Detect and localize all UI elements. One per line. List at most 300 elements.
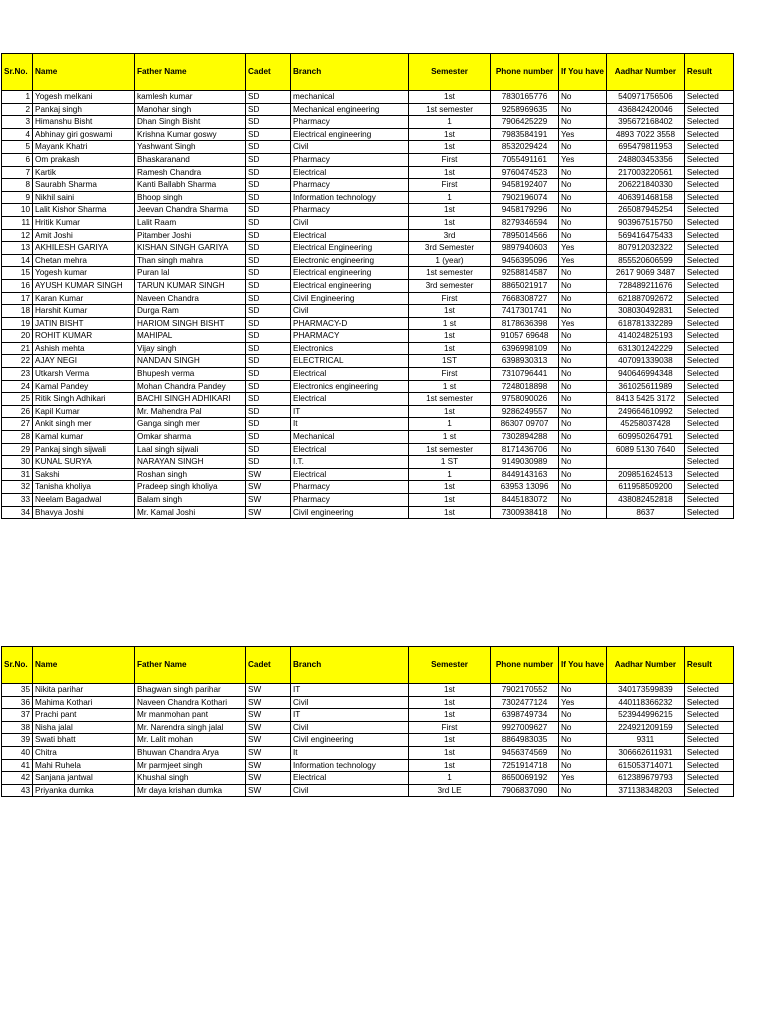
cell-if-you-have: No [559, 721, 607, 734]
cell-branch: Electrical [291, 229, 409, 242]
cell-branch: Pharmacy [291, 153, 409, 166]
cell-aadhar-number: 612389679793 [606, 772, 684, 785]
cell-result: Selected [684, 734, 733, 747]
cell-semester: 1st [409, 481, 491, 494]
cell-sr-no: 42 [2, 772, 33, 785]
cell-sr-no: 18 [2, 305, 33, 318]
cell-result: Selected [684, 494, 733, 507]
cell-father-name: Ganga singh mer [135, 418, 246, 431]
cell-sr-no: 29 [2, 443, 33, 456]
cell-branch: Civil [291, 721, 409, 734]
cell-result: Selected [684, 746, 733, 759]
cell-sr-no: 5 [2, 141, 33, 154]
cell-if-you-have: No [559, 91, 607, 104]
cell-sr-no: 38 [2, 721, 33, 734]
cell-branch: Pharmacy [291, 494, 409, 507]
cell-father-name: Dhan Singh Bisht [135, 116, 246, 129]
table-row [2, 405, 734, 418]
cell-sr-no: 15 [2, 267, 33, 280]
header-phone-number: Phone number [491, 54, 559, 91]
cell-if-you-have: No [559, 481, 607, 494]
cell-aadhar-number: 440118366232 [606, 696, 684, 709]
cell-semester: First [409, 368, 491, 381]
header-sr-no: Sr.No. [2, 647, 33, 684]
cell-branch: Electrical engineering [291, 267, 409, 280]
table-row [2, 393, 734, 406]
table-row [2, 784, 734, 797]
cell-semester: 1st semester [409, 393, 491, 406]
cell-if-you-have: No [559, 116, 607, 129]
cell-result: Selected [684, 709, 733, 722]
cell-aadhar-number: 855520606599 [606, 254, 684, 267]
cell-if-you-have: Yes [559, 153, 607, 166]
cell-name: Priyanka dumka [33, 784, 135, 797]
table-row [2, 696, 734, 709]
table-row [2, 229, 734, 242]
table-row [2, 380, 734, 393]
cell-father-name: Roshan singh [135, 468, 246, 481]
table-row [2, 128, 734, 141]
cell-semester: 1 (year) [409, 254, 491, 267]
cell-aadhar-number: 407091339038 [606, 355, 684, 368]
cell-father-name: NARAYAN SINGH [135, 456, 246, 469]
cell-name: Swati bhatt [33, 734, 135, 747]
cell-sr-no: 1 [2, 91, 33, 104]
cell-aadhar-number: 903967515750 [606, 216, 684, 229]
cell-phone-number: 7983584191 [491, 128, 559, 141]
cell-father-name: Vijay singh [135, 342, 246, 355]
cell-phone-number: 7251914718 [491, 759, 559, 772]
cell-cadet: SD [246, 279, 291, 292]
cell-phone-number: 7902170552 [491, 684, 559, 697]
cell-phone-number: 8445183072 [491, 494, 559, 507]
cell-phone-number: 9458179296 [491, 204, 559, 217]
cell-cadet: SW [246, 709, 291, 722]
cell-aadhar-number: 615053714071 [606, 759, 684, 772]
cell-result: Selected [684, 355, 733, 368]
header-branch: Branch [291, 54, 409, 91]
header-branch: Branch [291, 647, 409, 684]
cell-sr-no: 6 [2, 153, 33, 166]
cell-result: Selected [684, 481, 733, 494]
cell-cadet: SD [246, 418, 291, 431]
cell-semester: 1st [409, 405, 491, 418]
cell-sr-no: 10 [2, 204, 33, 217]
cell-if-you-have: No [559, 468, 607, 481]
cell-branch: Civil [291, 216, 409, 229]
cell-if-you-have: No [559, 393, 607, 406]
cell-father-name: Durga Ram [135, 305, 246, 318]
cell-father-name: Lalit Raam [135, 216, 246, 229]
cell-sr-no: 32 [2, 481, 33, 494]
cell-cadet: SD [246, 229, 291, 242]
cell-branch: Mechanical [291, 431, 409, 444]
table-row [2, 746, 734, 759]
cell-phone-number: 8865021917 [491, 279, 559, 292]
cell-branch: Civil [291, 305, 409, 318]
cell-sr-no: 13 [2, 242, 33, 255]
cell-if-you-have: No [559, 494, 607, 507]
cell-if-you-have: No [559, 418, 607, 431]
cell-phone-number: 9258969635 [491, 103, 559, 116]
cell-branch: ELECTRICAL [291, 355, 409, 368]
cell-phone-number: 7248018898 [491, 380, 559, 393]
cell-semester: 1 [409, 116, 491, 129]
cell-if-you-have: No [559, 204, 607, 217]
cell-result: Selected [684, 153, 733, 166]
cell-branch: Information technology [291, 759, 409, 772]
table-row [2, 191, 734, 204]
cell-father-name: KISHAN SINGH GARIYA [135, 242, 246, 255]
cell-sr-no: 39 [2, 734, 33, 747]
header-row [2, 647, 734, 684]
cell-semester: 1st [409, 734, 491, 747]
cell-result: Selected [684, 166, 733, 179]
cell-aadhar-number: 249664610992 [606, 405, 684, 418]
cell-father-name: Pitamber Joshi [135, 229, 246, 242]
table-row [2, 179, 734, 192]
cell-aadhar-number: 414024825193 [606, 330, 684, 343]
cell-cadet: SW [246, 468, 291, 481]
cell-aadhar-number: 395672168402 [606, 116, 684, 129]
cell-semester: 1st semester [409, 103, 491, 116]
cell-aadhar-number: 940646994348 [606, 368, 684, 381]
cell-name: Neelam Bagadwal [33, 494, 135, 507]
cell-branch: Civil engineering [291, 506, 409, 519]
cell-semester: 3rd LE [409, 784, 491, 797]
cell-father-name: Bhaskaranand [135, 153, 246, 166]
cell-cadet: SD [246, 431, 291, 444]
cell-semester: 3rd Semester [409, 242, 491, 255]
cell-phone-number: 8279346594 [491, 216, 559, 229]
cell-aadhar-number: 4893 7022 3558 [606, 128, 684, 141]
header-father-name: Father Name [135, 647, 246, 684]
cell-if-you-have: No [559, 216, 607, 229]
header-if-you-have: If You have [559, 647, 607, 684]
cell-father-name: Yashwant Singh [135, 141, 246, 154]
cell-phone-number: 7902196074 [491, 191, 559, 204]
cell-if-you-have: No [559, 734, 607, 747]
cell-semester: 1 st [409, 431, 491, 444]
cell-phone-number: 9456374569 [491, 746, 559, 759]
cell-name: Nikita parihar [33, 684, 135, 697]
cell-branch: Pharmacy [291, 179, 409, 192]
cell-if-you-have: No [559, 709, 607, 722]
cell-aadhar-number: 217003220561 [606, 166, 684, 179]
cell-name: Mahi Ruhela [33, 759, 135, 772]
cell-cadet: SW [246, 696, 291, 709]
cell-phone-number: 9897940603 [491, 242, 559, 255]
cell-name: Utkarsh Verma [33, 368, 135, 381]
cell-aadhar-number: 206221840330 [606, 179, 684, 192]
header-aadhar-number: Aadhar Number [606, 54, 684, 91]
cell-if-you-have: Yes [559, 254, 607, 267]
cell-phone-number: 7310796441 [491, 368, 559, 381]
cell-sr-no: 11 [2, 216, 33, 229]
cell-result: Selected [684, 91, 733, 104]
cell-cadet: SD [246, 128, 291, 141]
table-row [2, 431, 734, 444]
cell-sr-no: 35 [2, 684, 33, 697]
cell-result: Selected [684, 393, 733, 406]
table-row [2, 91, 734, 104]
cell-aadhar-number: 621887092672 [606, 292, 684, 305]
table-row [2, 267, 734, 280]
cell-aadhar-number: 2617 9069 3487 [606, 267, 684, 280]
cell-aadhar-number: 8637 [606, 506, 684, 519]
cell-semester: 1ST [409, 355, 491, 368]
cell-cadet: SW [246, 684, 291, 697]
cell-branch: Electrical [291, 468, 409, 481]
cell-if-you-have: No [559, 279, 607, 292]
cell-semester: 1st [409, 330, 491, 343]
table-body [2, 684, 734, 797]
cell-sr-no: 17 [2, 292, 33, 305]
cell-cadet: SD [246, 141, 291, 154]
cell-aadhar-number: 8413 5425 3172 [606, 393, 684, 406]
cell-branch: It [291, 746, 409, 759]
cell-father-name: Omkar sharma [135, 431, 246, 444]
cell-phone-number: 7906425229 [491, 116, 559, 129]
header-name: Name [33, 54, 135, 91]
cell-name: Pankaj singh sijwali [33, 443, 135, 456]
cell-name: Saurabh Sharma [33, 179, 135, 192]
cell-result: Selected [684, 721, 733, 734]
cell-branch: Mechanical engineering [291, 103, 409, 116]
cell-if-you-have: No [559, 355, 607, 368]
cell-if-you-have: No [559, 103, 607, 116]
cell-result: Selected [684, 254, 733, 267]
table-row [2, 494, 734, 507]
cell-branch: Electrical engineering [291, 128, 409, 141]
cell-name: JATIN BISHT [33, 317, 135, 330]
cell-phone-number: 9927009627 [491, 721, 559, 734]
cell-phone-number: 7906837090 [491, 784, 559, 797]
cell-result: Selected [684, 418, 733, 431]
cell-name: Yogesh kumar [33, 267, 135, 280]
cell-result: Selected [684, 179, 733, 192]
cell-sr-no: 3 [2, 116, 33, 129]
cell-aadhar-number: 9311 [606, 734, 684, 747]
cell-aadhar-number: 406391468158 [606, 191, 684, 204]
cell-branch: Electrical [291, 772, 409, 785]
cell-semester: 1st semester [409, 443, 491, 456]
cell-if-you-have: No [559, 191, 607, 204]
cell-sr-no: 37 [2, 709, 33, 722]
cell-branch: Information technology [291, 191, 409, 204]
cell-result: Selected [684, 405, 733, 418]
table-row [2, 418, 734, 431]
cell-phone-number: 9286249557 [491, 405, 559, 418]
cell-result: Selected [684, 468, 733, 481]
cell-sr-no: 41 [2, 759, 33, 772]
cell-name: Prachi pant [33, 709, 135, 722]
cell-aadhar-number: 569416475433 [606, 229, 684, 242]
cell-name: Lalit Kishor Sharma [33, 204, 135, 217]
cell-cadet: SD [246, 305, 291, 318]
cell-sr-no: 33 [2, 494, 33, 507]
cell-sr-no: 7 [2, 166, 33, 179]
cell-semester: 1 ST [409, 456, 491, 469]
cell-father-name: Ramesh Chandra [135, 166, 246, 179]
cell-result: Selected [684, 292, 733, 305]
table-row [2, 772, 734, 785]
cell-phone-number: 8171436706 [491, 443, 559, 456]
cell-aadhar-number: 6089 5130 7640 [606, 443, 684, 456]
cell-result: Selected [684, 330, 733, 343]
cell-sr-no: 22 [2, 355, 33, 368]
cell-father-name: Pradeep singh kholiya [135, 481, 246, 494]
table-row [2, 103, 734, 116]
cell-branch: IT [291, 684, 409, 697]
cell-if-you-have: No [559, 784, 607, 797]
cell-cadet: SD [246, 116, 291, 129]
cell-name: Mayank Khatri [33, 141, 135, 154]
cell-aadhar-number: 340173599839 [606, 684, 684, 697]
cell-if-you-have: No [559, 380, 607, 393]
cell-cadet: SD [246, 179, 291, 192]
cell-phone-number: 7830165776 [491, 91, 559, 104]
cell-semester: 1st [409, 128, 491, 141]
cell-if-you-have: No [559, 305, 607, 318]
cell-aadhar-number: 611958509200 [606, 481, 684, 494]
cell-semester: 1st [409, 696, 491, 709]
cell-father-name: Bhupesh verma [135, 368, 246, 381]
cell-father-name: Bhagwan singh parihar [135, 684, 246, 697]
cell-branch: It [291, 418, 409, 431]
table-row [2, 443, 734, 456]
cell-phone-number: 7895014566 [491, 229, 559, 242]
cell-cadet: SD [246, 380, 291, 393]
table-row [2, 216, 734, 229]
cell-result: Selected [684, 443, 733, 456]
header-result: Result [684, 54, 733, 91]
cell-name: Chetan mehra [33, 254, 135, 267]
cell-phone-number: 9760474523 [491, 166, 559, 179]
cell-phone-number: 8449143163 [491, 468, 559, 481]
header-row [2, 54, 734, 91]
cell-branch: Electrical Engineering [291, 242, 409, 255]
cell-aadhar-number: 308030492831 [606, 305, 684, 318]
cell-phone-number: 9458192407 [491, 179, 559, 192]
table-row [2, 342, 734, 355]
cell-result: Selected [684, 380, 733, 393]
cell-if-you-have: No [559, 368, 607, 381]
cell-sr-no: 27 [2, 418, 33, 431]
cell-branch: Electronics [291, 342, 409, 355]
cell-cadet: SD [246, 330, 291, 343]
cell-semester: 1 [409, 772, 491, 785]
cell-semester: 1st [409, 91, 491, 104]
cell-name: Bhavya Joshi [33, 506, 135, 519]
cell-father-name: kamlesh kumar [135, 91, 246, 104]
cell-cadet: SD [246, 317, 291, 330]
cell-phone-number: 8650069192 [491, 772, 559, 785]
cell-father-name: Naveen Chandra Kothari [135, 696, 246, 709]
cell-semester: 1st [409, 759, 491, 772]
cell-cadet: SW [246, 494, 291, 507]
cell-aadhar-number: 540971756506 [606, 91, 684, 104]
cell-phone-number: 6396998109 [491, 342, 559, 355]
cell-cadet: SW [246, 746, 291, 759]
table-row [2, 506, 734, 519]
cell-semester: 1 [409, 468, 491, 481]
cell-if-you-have: No [559, 506, 607, 519]
cell-father-name: Bhuwan Chandra Arya [135, 746, 246, 759]
header-sr-no: Sr.No. [2, 54, 33, 91]
cell-cadet: SD [246, 216, 291, 229]
cell-father-name: Jeevan Chandra Sharma [135, 204, 246, 217]
cell-father-name: Khushal singh [135, 772, 246, 785]
cell-semester: 1st [409, 141, 491, 154]
table-row [2, 254, 734, 267]
cell-name: Kamal kumar [33, 431, 135, 444]
header-name: Name [33, 647, 135, 684]
cell-phone-number: 8864983035 [491, 734, 559, 747]
cell-sr-no: 26 [2, 405, 33, 418]
cell-result: Selected [684, 305, 733, 318]
cell-if-you-have: No [559, 759, 607, 772]
cell-aadhar-number: 248803453356 [606, 153, 684, 166]
cell-branch: Civil [291, 784, 409, 797]
cell-phone-number: 91057 69648 [491, 330, 559, 343]
students-table-2 [1, 646, 734, 797]
cell-sr-no: 24 [2, 380, 33, 393]
cell-sr-no: 16 [2, 279, 33, 292]
cell-name: Yogesh melkani [33, 91, 135, 104]
cell-branch: Electrical [291, 368, 409, 381]
cell-if-you-have: No [559, 141, 607, 154]
cell-father-name: Krishna Kumar goswy [135, 128, 246, 141]
cell-father-name: MAHIPAL [135, 330, 246, 343]
cell-semester: First [409, 179, 491, 192]
cell-if-you-have: Yes [559, 772, 607, 785]
table-row [2, 734, 734, 747]
cell-father-name: BACHI SINGH ADHIKARI [135, 393, 246, 406]
cell-semester: 1st [409, 494, 491, 507]
cell-semester: 1st [409, 746, 491, 759]
cell-phone-number: 7055491161 [491, 153, 559, 166]
cell-name: Himanshu Bisht [33, 116, 135, 129]
cell-if-you-have: No [559, 456, 607, 469]
table-row [2, 481, 734, 494]
cell-result: Selected [684, 279, 733, 292]
cell-branch: Civil Engineering [291, 292, 409, 305]
cell-name: Om prakash [33, 153, 135, 166]
cell-aadhar-number: 523944996215 [606, 709, 684, 722]
cell-aadhar-number: 306662611931 [606, 746, 684, 759]
cell-if-you-have: No [559, 330, 607, 343]
cell-name: Ankit singh mer [33, 418, 135, 431]
cell-cadet: SD [246, 91, 291, 104]
cell-phone-number: 8532029424 [491, 141, 559, 154]
table-row [2, 166, 734, 179]
cell-cadet: SD [246, 191, 291, 204]
cell-cadet: SW [246, 784, 291, 797]
header-cadet: Cadet [246, 647, 291, 684]
cell-aadhar-number: 209851624513 [606, 468, 684, 481]
cell-branch: mechanical [291, 91, 409, 104]
cell-if-you-have: Yes [559, 128, 607, 141]
header-cadet: Cadet [246, 54, 291, 91]
cell-name: Kapil Kumar [33, 405, 135, 418]
cell-result: Selected [684, 128, 733, 141]
cell-name: Harshit Kumar [33, 305, 135, 318]
cell-name: Karan Kumar [33, 292, 135, 305]
cell-branch: Pharmacy [291, 204, 409, 217]
cell-sr-no: 14 [2, 254, 33, 267]
table-row [2, 330, 734, 343]
